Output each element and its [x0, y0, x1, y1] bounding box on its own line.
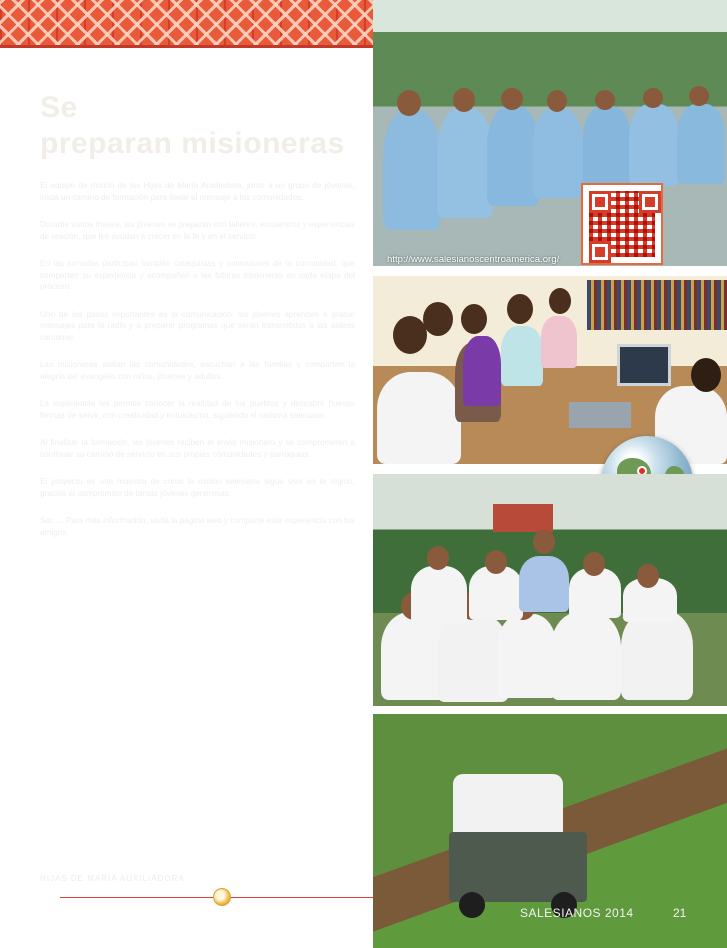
decorative-pattern-band — [0, 0, 373, 48]
figure-head — [423, 302, 453, 336]
website-url[interactable]: http://www.salesianoscentroamerica.org/ — [387, 254, 560, 265]
figure — [541, 316, 577, 368]
figure-head — [501, 88, 523, 110]
figure-head — [643, 88, 663, 108]
figure — [621, 610, 693, 700]
figure — [497, 614, 557, 698]
figure-head — [533, 530, 555, 554]
figure — [677, 104, 725, 184]
article-body — [40, 180, 355, 554]
paragraph: La experiencia les permite conocer la realidad de los pueblos y descubrir nuevas formas de servir, con creatividad y entusiasmo, siguiendo el carisma salesiano. — [40, 399, 355, 420]
figure — [437, 108, 493, 218]
figure-head — [397, 90, 421, 116]
article-signature: HIJAS DE MARÍA AUXILIADORA — [40, 874, 185, 883]
figure-head — [689, 86, 709, 106]
figure — [551, 612, 621, 700]
figure-head — [427, 546, 449, 570]
article-title — [40, 90, 360, 162]
truck-wheel — [459, 892, 485, 918]
photo-group-cameras — [373, 474, 727, 706]
paragraph: El equipo de misión de las Hijas de María Auxiliadora, junto a un grupo de jóvenes, inicia un camino de formación para llevar el mensaje a las comunidades. — [40, 181, 355, 202]
qr-corner — [639, 191, 661, 213]
figure-head — [583, 552, 605, 576]
figure — [469, 566, 523, 620]
end-mark-icon — [213, 888, 231, 906]
figure-head — [453, 88, 475, 112]
figure-head — [595, 90, 615, 110]
computer-monitor — [617, 344, 671, 386]
page-number: 21 — [673, 906, 687, 920]
photo-radio-studio — [373, 276, 727, 464]
figure-head — [547, 90, 567, 112]
figure-head — [637, 564, 659, 588]
figure-head — [485, 550, 507, 574]
title-line-1: Se — [40, 91, 78, 124]
figure — [583, 106, 631, 186]
figure-head — [507, 294, 533, 324]
paragraph: Al finalizar la formación, las jóvenes reciben el envío misionero y se comprometen a continuar su camino de servicio en sus propias comunidades y parroquias. — [40, 438, 355, 459]
figure — [519, 556, 569, 612]
figure-head — [393, 316, 427, 354]
figure — [501, 326, 543, 386]
figure — [487, 106, 539, 206]
figure — [629, 104, 679, 186]
figure — [383, 110, 441, 230]
paragraph: El proyecto es una muestra de cómo la misión salesiana sigue viva en la región, gracias al compromiso de tantas jóvenes generosas. — [40, 477, 355, 498]
qr-corner — [589, 191, 611, 213]
qr-code[interactable] — [581, 183, 663, 265]
figure-head — [461, 304, 487, 334]
bookshelf — [587, 280, 727, 330]
figure — [533, 108, 583, 198]
paragraph: En las jornadas participan también catequistas y animadores de la comunidad, que comparten su experiencia y acompañan a las futuras misioneras en cada etapa del proceso. — [40, 259, 355, 291]
audio-mixer — [569, 402, 631, 428]
figure-head — [691, 358, 721, 392]
publication-name: SALESIANOS 2014 — [520, 906, 634, 920]
photo-group-blue-shawls — [373, 0, 727, 266]
building-roof — [493, 504, 553, 532]
figure — [463, 336, 501, 406]
qr-corner — [589, 241, 611, 263]
figure — [377, 372, 461, 464]
figure — [411, 566, 467, 624]
paragraph: Uno de los pasos importantes es la comunicación: las jóvenes aprenden a grabar mensajes para la radio y a preparar programas que serán transmitidos a las aldeas cercanas. — [40, 309, 355, 342]
paragraph: Durante varios meses, las jóvenes se preparan con talleres, encuentros y experiencias de oración, que les ayudan a crecer en la fe y en el servicio. — [40, 220, 355, 241]
photo-column — [373, 0, 727, 948]
figure-head — [549, 288, 571, 314]
paragraph: Las misioneras visitan las comunidades, escuchan a las familias y comparten la alegría del evangelio con niños, jóvenes y adultos. — [40, 360, 355, 381]
title-line-2: preparan misioneras — [40, 127, 345, 160]
paragraph: Sor. ... Para más información, visita la página web y comparte esta experiencia con tus amigos. — [40, 516, 355, 537]
